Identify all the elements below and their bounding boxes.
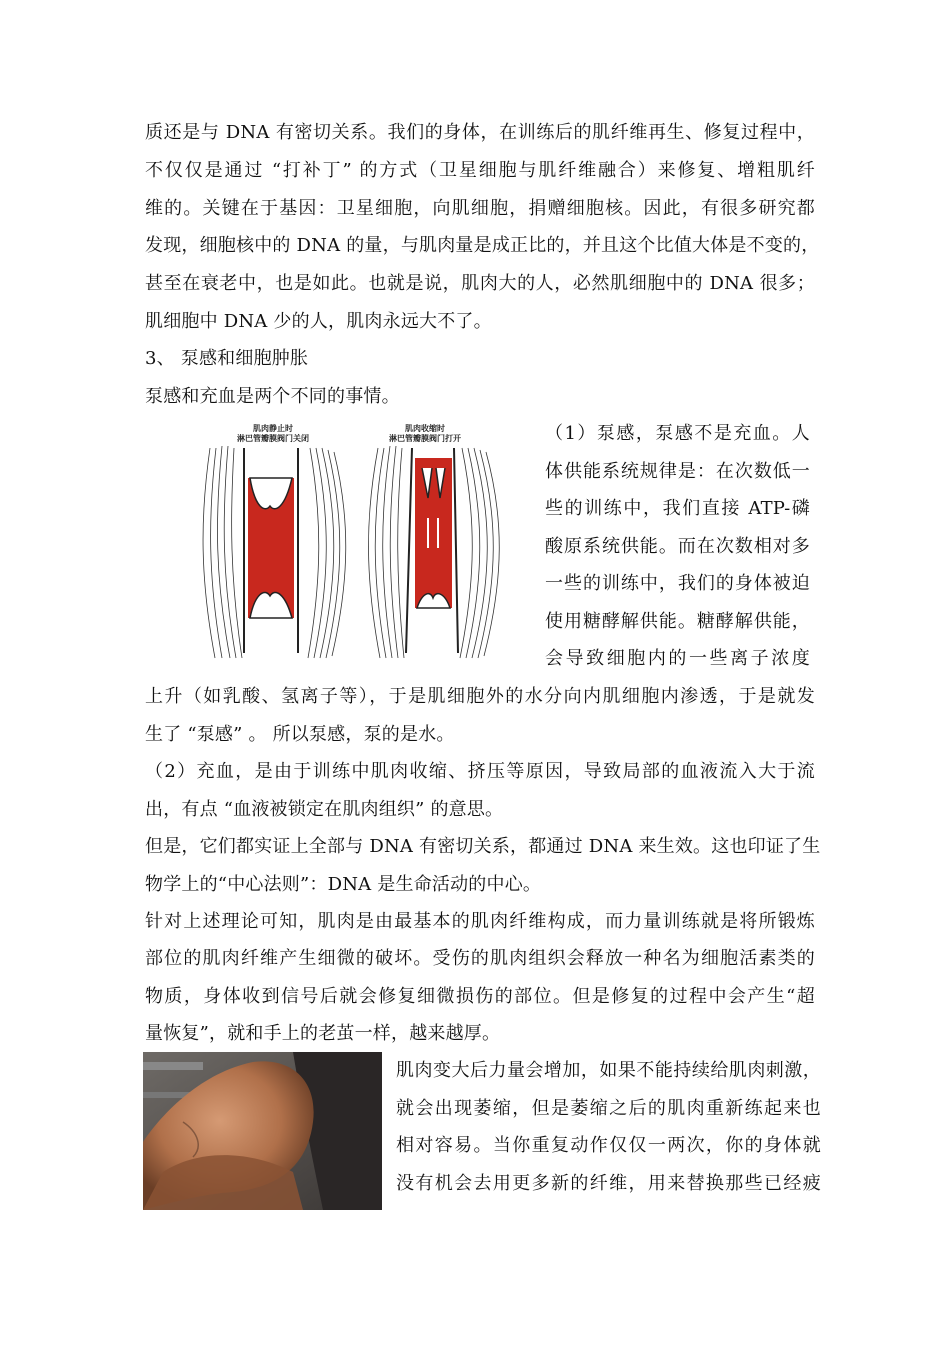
muscle-lymph-valve-figure xyxy=(200,418,525,663)
caption-line: 肌肉静止时 xyxy=(253,424,293,433)
text-line: 维的。关键在于基因：卫星细胞，向肌细胞，捐赠细胞核。因此，有很多研究都 xyxy=(145,198,815,219)
text-line: （1）泵感，泵感不是充血。人 xyxy=(545,423,810,444)
text-line: 没有机会去用更多新的纤维，用来替换那些已经疲 xyxy=(396,1173,821,1194)
text-line: 肌肉变大后力量会增加，如果不能持续给肌肉刺激， xyxy=(396,1060,821,1081)
lymph-vessel-right xyxy=(415,458,452,608)
text-line: 肌细胞中 DNA 少的人，肌肉永远大不了。 xyxy=(145,311,492,332)
bicep-photo-svg xyxy=(143,1052,382,1210)
text-line: 甚至在衰老中，也是如此。也就是说，肌肉大的人，必然肌细胞中的 DNA 很多； xyxy=(145,273,815,294)
figure-caption-left xyxy=(218,424,328,444)
text-line: 量恢复”，就和手上的老茧一样，越来越厚。 xyxy=(145,1023,501,1044)
section-heading: 3、 泵感和细胞肿胀 xyxy=(145,348,309,369)
text-line: 些的训练中，我们直接 ATP-磷 xyxy=(545,498,810,519)
text-line: （2）充血，是由于训练中肌肉收缩、挤压等原因，导致局部的血液流入大于流 xyxy=(145,761,815,782)
text-line: 物质，身体收到信号后就会修复细微损伤的部位。但是修复的过程中会产生“超 xyxy=(145,986,815,1007)
text-line: 生了 “泵感” 。 所以泵感，泵的是水。 xyxy=(145,724,455,745)
muscle-diagram-svg xyxy=(200,418,525,663)
text-line: 会导致细胞内的一些离子浓度 xyxy=(545,648,810,669)
text-line: 一些的训练中，我们的身体被迫 xyxy=(545,573,810,594)
text-line: 使用糖酵解供能。糖酵解供能， xyxy=(545,611,810,632)
text-line: 针对上述理论可知，肌肉是由最基本的肌肉纤维构成，而力量训练就是将所锻炼 xyxy=(145,911,815,932)
text-line: 酸原系统供能。而在次数相对多 xyxy=(545,536,810,557)
caption-line: 淋巴管瓣膜阀门关闭 xyxy=(237,434,309,443)
text-line: 泵感和充血是两个不同的事情。 xyxy=(145,386,400,407)
text-line: 体供能系统规律是：在次数低一 xyxy=(545,461,810,482)
text-line: 出，有点 “血液被锁定在肌肉组织” 的意思。 xyxy=(145,799,504,820)
caption-line: 淋巴管瓣膜阀门打开 xyxy=(389,434,461,443)
text-line: 相对容易。当你重复动作仅仅一两次，你的身体就 xyxy=(396,1135,821,1156)
text-line: 不仅仅是通过 “打补丁” 的方式（卫星细胞与肌纤维融合）来修复、增粗肌纤 xyxy=(145,160,815,181)
text-line: 就会出现萎缩，但是萎缩之后的肌肉重新练起来也 xyxy=(396,1098,821,1119)
text-line: 质还是与 DNA 有密切关系。我们的身体，在训练后的肌纤维再生、修复过程中， xyxy=(145,122,815,143)
text-line: 物学上的“中心法则”：DNA 是生命活动的中心。 xyxy=(145,874,542,895)
text-line: 但是，它们都实证上全部与 DNA 有密切关系，都通过 DNA 来生效。这也印证了生 xyxy=(145,836,821,857)
text-line: 上升（如乳酸、氢离子等），于是肌细胞外的水分向内肌细胞内渗透，于是就发 xyxy=(145,686,815,707)
caption-line: 肌肉收缩时 xyxy=(405,424,445,433)
figure-caption-right xyxy=(370,424,480,444)
text-line: 发现，细胞核中的 DNA 的量，与肌肉量是成正比的，并且这个比值大体是不变的， xyxy=(145,235,820,256)
text-line: 部位的肌肉纤维产生细微的破坏。受伤的肌肉组织会释放一种名为细胞活素类的 xyxy=(145,948,815,969)
bicep-photo xyxy=(143,1052,382,1210)
